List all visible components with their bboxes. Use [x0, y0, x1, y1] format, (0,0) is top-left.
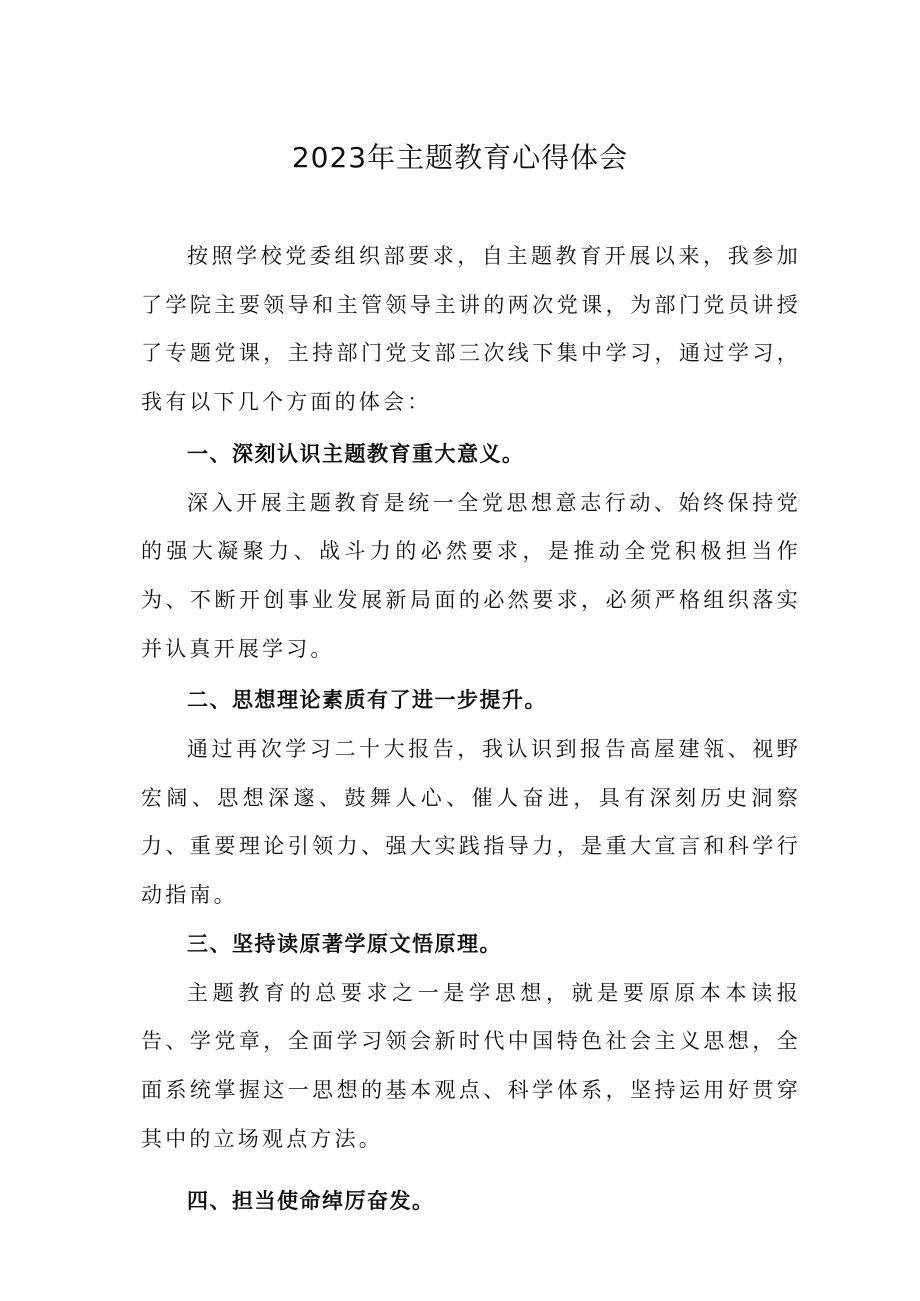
document-body: [141, 232, 801, 1226]
section-heading-2: 二、思想理论素质有了进一步提升。: [187, 688, 547, 713]
section-paragraph-3: 主题教育的总要求之一是学思想，就是要原原本本读报告、学党章，全面学习领会新时代中国特色社会主义思想，全面系统掌握这一思想的基本观点、科学体系，坚持运用好贯穿其中的立场观点方法。: [141, 980, 801, 1151]
section-heading-3: 三、坚持读原著学原文悟原理。: [187, 931, 502, 956]
section-heading-4: 四、担当使命绰厉奋发。: [187, 1189, 435, 1214]
section-paragraph-2: 通过再次学习二十大报告，我认识到报告高屋建瓴、视野宏阔、思想深邃、鼓舞人心、催人奋进，具有深刻历史洞察力、重要理论引领力、强大实践指导力，是重大宣言和科学行动指南。: [141, 737, 801, 908]
section-heading-1: 一、深刻认识主题教育重大意义。: [187, 441, 525, 466]
section-paragraph-1: 深入开展主题教育是统一全党思想意志行动、始终保持党的强大凝聚力、战斗力的必然要求，是推动全党积极担当作为、不断开创事业发展新局面的必然要求，必须严格组织落实并认真开展学习。: [141, 490, 801, 661]
document-title: 2023年主题教育心得体会: [291, 141, 629, 174]
intro-paragraph: 按照学校党委组织部要求，自主题教育开展以来，我参加了学院主要领导和主管领导主讲的两次党课，为部门党员讲授了专题党课，主持部门党支部三次线下集中学习，通过学习，我有以下几个方面的体会：: [141, 244, 801, 415]
